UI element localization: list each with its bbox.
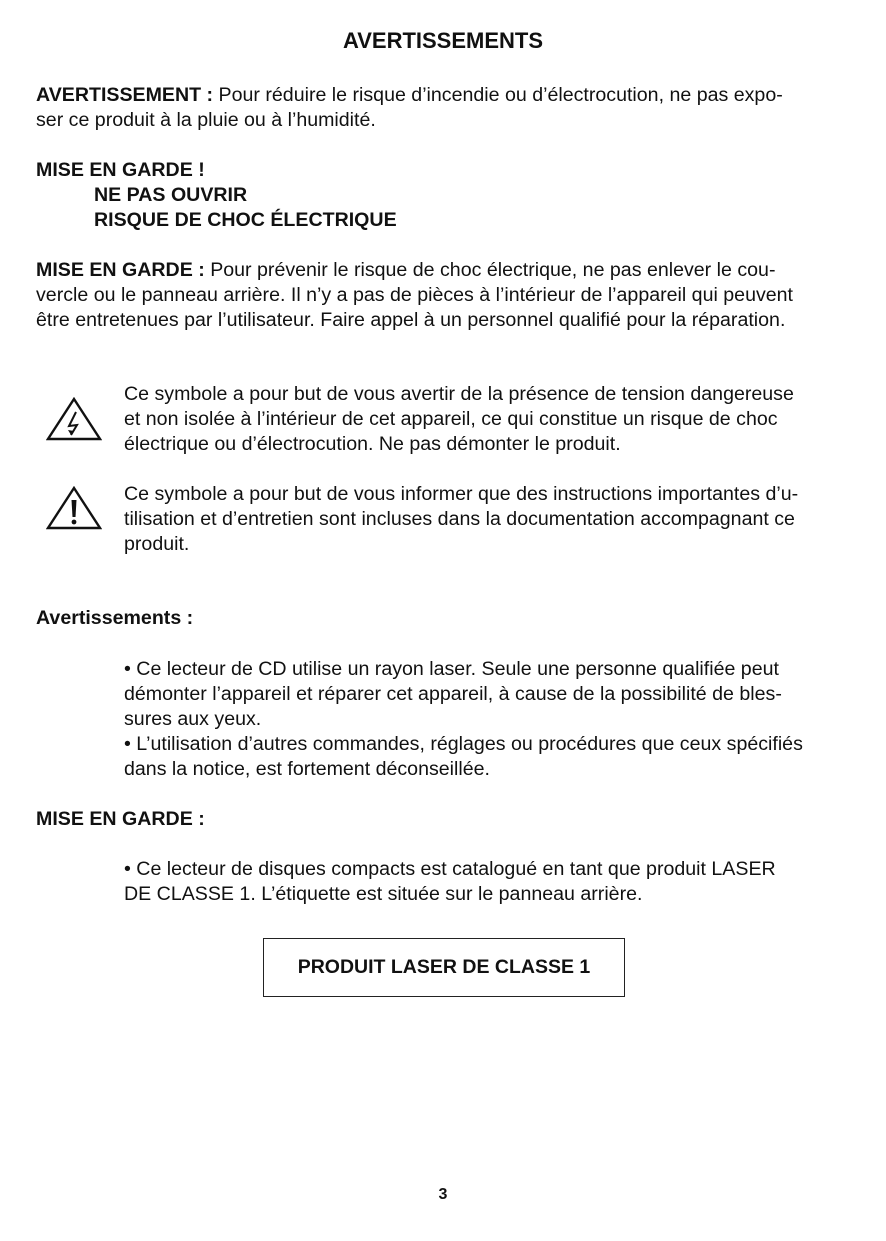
warnings-line-2: démonter l’appareil et réparer cet appareil, à cause de la possibilité de bles-: [124, 683, 782, 705]
caution-text-line-2: vercle ou le panneau arrière. Il n’y a pas de pièces à l’intérieur de l’appareil qui peuvent: [36, 284, 793, 306]
caution-text-label: MISE EN GARDE :: [36, 259, 205, 281]
symbol-2-line-3: produit.: [124, 533, 190, 555]
caution-header-label: MISE EN GARDE !: [36, 159, 205, 181]
caution-text-body: Pour prévenir le risque de choc électrique, ne pas enlever le cou-: [204, 259, 776, 281]
warnings-line-4: • L’utilisation d’autres commandes, réglages ou procédures que ceux spécifiés: [124, 733, 803, 755]
caution-section-heading: MISE EN GARDE :: [36, 808, 205, 830]
warning-line-1: [36, 83, 783, 108]
symbol-1-line-1: Ce symbole a pour but de vous avertir de la présence de tension dangereuse: [124, 383, 794, 405]
page-number: 3: [438, 1186, 448, 1203]
caution-section-line-1: • Ce lecteur de disques compacts est catalogué en tant que produit LASER: [124, 858, 776, 880]
warnings-line-3: sures aux yeux.: [124, 708, 262, 730]
warning-label: AVERTISSEMENT :: [36, 84, 214, 106]
lightning-triangle-icon: [46, 397, 102, 441]
caution-header-do-not-open: NE PAS OUVRIR: [94, 184, 248, 206]
warnings-line-1: • Ce lecteur de CD utilise un rayon laser. Seule une personne qualifiée peut: [124, 658, 779, 680]
symbol-2-line-1: Ce symbole a pour but de vous informer que des instructions importantes d’u-: [124, 483, 799, 505]
caution-text-line-3: être entretenues par l’utilisateur. Faire appel à un personnel qualifié pour la réparation.: [36, 309, 786, 331]
caution-text-line-1: [36, 258, 775, 283]
exclamation-triangle-icon: [46, 486, 102, 530]
laser-class-label: [263, 938, 625, 997]
warning-text: Pour réduire le risque d’incendie ou d’électrocution, ne pas expo-: [213, 84, 783, 106]
warnings-line-5: dans la notice, est fortement déconseillée.: [124, 758, 490, 780]
caution-section-line-2: DE CLASSE 1. L’étiquette est située sur le panneau arrière.: [124, 883, 643, 905]
page-title: AVERTISSEMENTS: [342, 28, 544, 53]
caution-header-shock-risk: RISQUE DE CHOC ÉLECTRIQUE: [94, 209, 397, 231]
warning-line-2: ser ce produit à la pluie ou à l’humidité.: [36, 109, 376, 131]
laser-class-label-text: PRODUIT LASER DE CLASSE 1: [297, 956, 591, 978]
symbol-2-line-2: tilisation et d’entretien sont incluses dans la documentation accompagnant ce: [124, 508, 795, 530]
warnings-heading: Avertissements :: [36, 607, 194, 629]
symbol-1-line-2: et non isolée à l’intérieur de cet appareil, ce qui constitue un risque de choc: [124, 408, 778, 430]
symbol-1-line-3: électrique ou d’électrocution. Ne pas démonter le produit.: [124, 433, 621, 455]
